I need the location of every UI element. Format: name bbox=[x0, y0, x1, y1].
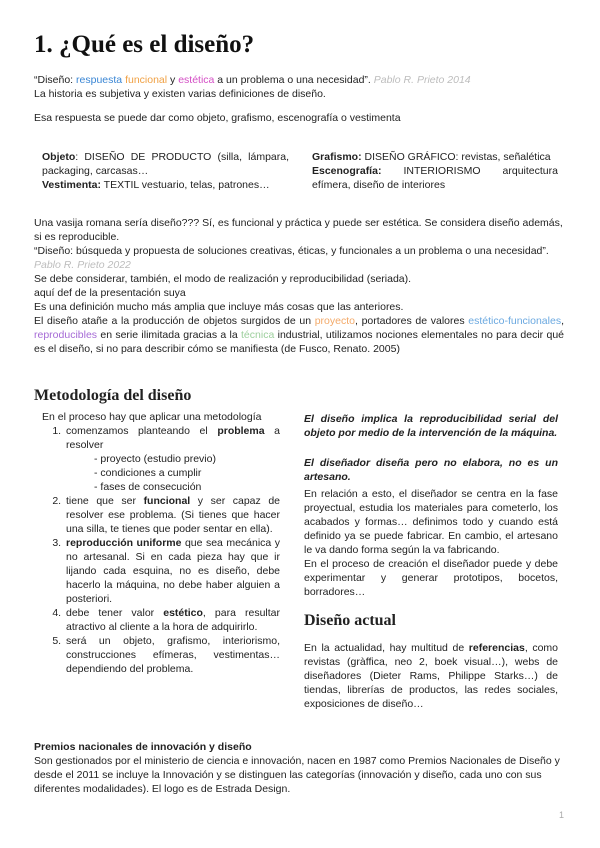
diseno-actual-text: En la actualidad, hay multitud de referencias, como revistas (gràffica, neo 2, boek visual…), webs de diseñadores (Dieter Rams, Philippe Starks…) de tiendas, librerías de productos, las redes sociales, exposiciones de diseño… bbox=[304, 642, 559, 710]
list-item: 5. será un objeto, grafismo, interiorismo, construcciones efímeras, vestimentas… dependiendo del problema. bbox=[64, 634, 280, 676]
sub-item: - fases de consecución bbox=[94, 481, 202, 493]
right-p1: El diseño implica la reproducibilidad serial del objeto por medio de la intervención de la máquina. bbox=[304, 413, 558, 439]
right-column bbox=[304, 412, 558, 711]
list-item: 1. comenzamos planteando el problema a resolver - proyecto (estudio previo) - condiciones a cumplir - fases de consecución bbox=[64, 424, 280, 494]
types-right bbox=[312, 150, 558, 192]
intro-line-2: La historia es subjetiva y existen varias definiciones de diseño. bbox=[34, 88, 326, 100]
page-number: 1 bbox=[558, 810, 564, 820]
body-p1: Una vasija romana sería diseño??? Sí, es funcional y práctica y puede ser estética. Se considera diseño además, si es reproducible. bbox=[34, 217, 563, 243]
sub-item: - condiciones a cumplir bbox=[94, 467, 202, 479]
right-p3: En relación a esto, el diseñador se centra en la fase proyectual, estudia los materiales para cometerlo, los acabados y formas… definimos todo y cuando está definido ya se puede fabricar. En cambio, el artesano le va dando forma según la va fabricando. bbox=[304, 488, 558, 556]
word-estetica: estética bbox=[178, 74, 215, 86]
metodologia-heading: Metodología del diseño bbox=[34, 387, 192, 404]
body-p3: Se debe considerar, también, el modo de realización y reproducibilidad (seriada). bbox=[34, 273, 412, 285]
right-p2: El diseñador diseña pero no elabora, no es un artesano. bbox=[304, 457, 558, 483]
intro-citation: Pablo R. Prieto 2014 bbox=[373, 74, 471, 86]
premios-text: Son gestionados por el ministerio de ciencia e innovación, nacen en 1987 como Premios Nacionales de Diseño y desde el 2011 se incluye la Innovación y se distinguen las categorías (innovación y diseño, cada uno con sus diferentes modalidades). El logo es de Estrada Design. bbox=[34, 755, 560, 795]
premios-heading: Premios nacionales de innovación y diseño bbox=[34, 741, 252, 753]
intro-block bbox=[34, 73, 574, 125]
body-p5: Es una definición mucho más amplia que incluye más cosas que las anteriores. bbox=[34, 301, 404, 313]
metodologia-intro: En el proceso hay que aplicar una metodología bbox=[42, 411, 262, 423]
list-item: 4. debe tener valor estético, para resultar atractivo al cliente a la hora de adquirirlo. bbox=[64, 606, 280, 634]
intro-quote: “Diseño: respuesta funcional y estética a un problema o una necesidad”. Pablo R. Prieto 2014 bbox=[34, 74, 471, 86]
body-p4: aquí def de la presentación suya bbox=[34, 287, 186, 299]
word-respuesta: respuesta bbox=[76, 74, 123, 86]
body-p6: El diseño atañe a la producción de objetos surgidos de un proyecto, portadores de valores estético-funcionales, reproducibles en serie ilimitada gracias a la técnica industrial, utilizamos nociones elementales no para decir qué es el diseño, si no para describir cómo se manifiesta (de Fusco, Renato. 2005) bbox=[34, 315, 564, 355]
body-p2: “Diseño: búsqueda y propuesta de soluciones creativas, éticas, y funcionales a un problema o una necesidad”. Pablo R. Prieto 2022 bbox=[34, 245, 549, 271]
body-section bbox=[34, 216, 564, 356]
right-p4: En el proceso de creación el diseñador puede y debe experimentar y generar prototipos, bocetos, borradores… bbox=[304, 558, 558, 598]
list-item: 3. reproducción uniforme que sea mecánica y no artesanal. Si en cada pieza hay que ir lijando cada esquina, no es diseño, debe hacerlo la máquina, no debe haber alguien a posteriori. bbox=[64, 536, 280, 606]
type-vestimenta: Vestimenta: TEXTIL vestuario, telas, patrones… bbox=[42, 179, 270, 191]
metodologia-list-block bbox=[34, 410, 280, 676]
premios-block bbox=[34, 740, 564, 796]
list-item: 2. tiene que ser funcional y ser capaz de resolver ese problema. (Si tienes que hacer una silla, te tienes que poder sentar en ella). bbox=[64, 494, 280, 536]
diseno-actual-heading: Diseño actual bbox=[304, 612, 396, 629]
word-funcional: funcional bbox=[125, 74, 168, 86]
page-title: 1. ¿Qué es el diseño? bbox=[34, 31, 255, 58]
type-objeto: Objeto: DISEÑO DE PRODUCTO (silla, lámpara, packaging, carcasas… bbox=[42, 151, 289, 177]
intro-line-3: Esa respuesta se puede dar como objeto, grafismo, escenografía o vestimenta bbox=[34, 112, 401, 124]
metodologia-list bbox=[34, 424, 280, 676]
type-escenografia: Escenografía: INTERIORISMO arquitectura efímera, diseño de interiores bbox=[312, 165, 558, 191]
types-left bbox=[42, 150, 289, 192]
type-grafismo: Grafismo: DISEÑO GRÁFICO: revistas, señalética bbox=[312, 151, 551, 163]
sub-item: - proyecto (estudio previo) bbox=[94, 453, 216, 465]
body-p2-citation: Pablo R. Prieto 2022 bbox=[34, 259, 131, 271]
